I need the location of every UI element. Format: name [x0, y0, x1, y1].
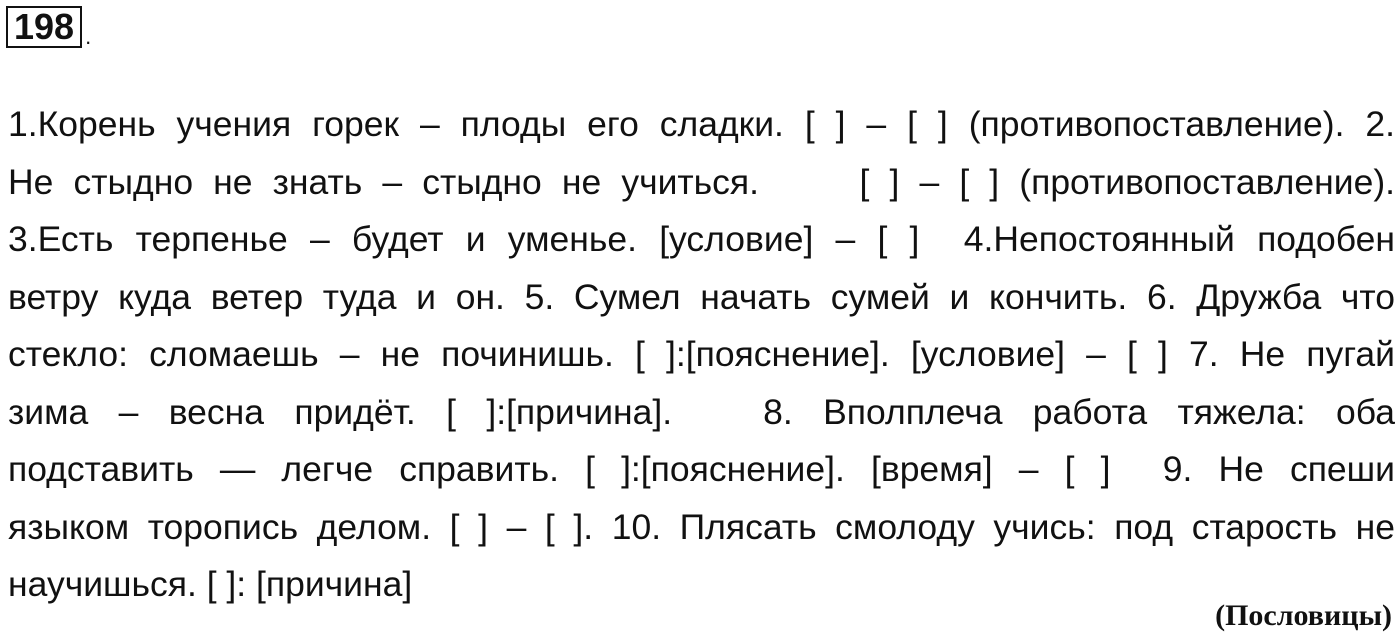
source-attribution: (Пословицы) [1215, 599, 1392, 632]
text-line-9: научишься. [ ]: [причина] [8, 564, 413, 604]
exercise-number-dot: . [85, 24, 92, 49]
text-line-7: подставить — легче справить. [ ]:[пояснение]. [время] – [ ] 9. Не спеши [8, 449, 1395, 489]
exercise-number: 198 [6, 6, 82, 48]
text-line-4: ветру куда ветер туда и он. 5. Сумел начать сумей и кончить. 6. Дружба что [8, 276, 1395, 317]
exercise-header [6, 6, 91, 48]
text-line-6: зима – весна придёт. [ ]:[причина]. 8. Вполплеча работа тяжела: оба [8, 391, 1395, 432]
text-line-8: языком торопись делом. [ ] – [ ]. 10. Плясать смолоду учись: под старость не [8, 506, 1395, 547]
text-line-3: 3.Есть терпенье – будет и уменье. [условие] – [ ] 4.Непостоянный подобен [8, 219, 1395, 259]
text-line-1: 1.Корень учения горек – плоды его сладки. [ ] – [ ] (противопоставление). 2. [8, 104, 1395, 144]
exercise-text [8, 96, 1395, 614]
text-line-2: Не стыдно не знать – стыдно не учиться. [ ] – [ ] (противопоставление). [8, 161, 1395, 202]
text-line-5: стекло: сломаешь – не починишь. [ ]:[пояснение]. [условие] – [ ] 7. Не пугай [8, 334, 1395, 374]
